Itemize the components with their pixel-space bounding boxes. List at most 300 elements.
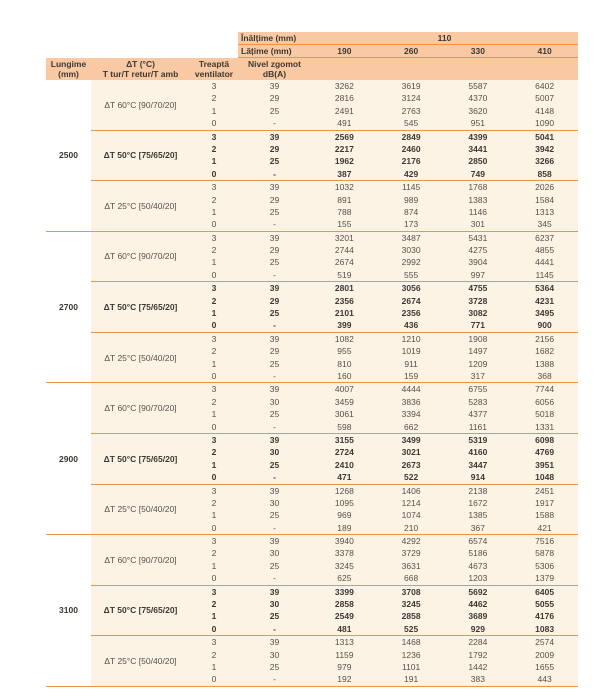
table-row [190,649,578,661]
output-value: 3155 [334,434,354,445]
fan-step-value: 1 [211,560,217,571]
output-value: 1032 [334,182,354,193]
table-row [190,434,578,446]
table-body [46,80,578,687]
output-value: 1082 [334,333,354,344]
output-value: 3378 [334,548,354,559]
output-value: 491 [337,118,352,129]
output-value: 367 [470,522,485,533]
output-value: 2410 [334,459,354,470]
output-value: 5041 [535,131,555,142]
col-header-delta-t: ΔT (°C) T tur/T retur/T amb [102,58,179,79]
noise-level-value: 25 [269,661,280,672]
output-value: 3499 [401,434,421,445]
noise-level-value: 39 [269,232,280,243]
output-value: 3124 [401,93,421,104]
noise-level-value: - [273,269,276,280]
delta-t-section [91,535,578,585]
output-value: 5431 [468,232,488,243]
output-value: 481 [337,623,352,634]
output-value: 519 [337,269,352,280]
output-value: 1385 [468,510,488,521]
fan-step-value: 3 [211,536,217,547]
fan-step-value: 2 [211,447,217,458]
lungime-value: 3100 [46,535,91,686]
output-value: 5007 [535,93,555,104]
output-value: 5186 [468,548,488,559]
output-value: 1584 [535,194,555,205]
fan-step-value: 0 [211,118,217,129]
delta-t-label: ΔT 60°C [90/70/20] [104,251,177,262]
width-column-value: 260 [404,46,419,56]
table-row [190,610,578,622]
noise-level-value: 39 [269,81,280,91]
noise-level-value: 39 [269,384,280,395]
output-value: 4370 [468,93,488,104]
output-value: 3459 [334,396,354,407]
output-value: 4007 [334,384,354,395]
output-value: 1095 [334,497,354,508]
output-value: 662 [404,421,419,432]
output-value: 5587 [468,81,488,91]
noise-level-value: 30 [269,649,280,660]
noise-level-value: 29 [269,346,280,357]
length-group [46,382,578,534]
radiator-spec-table [46,32,578,687]
noise-level-value: 30 [269,447,280,458]
output-value: 2744 [334,245,354,256]
noise-level-value: 29 [269,143,280,154]
output-value: 1442 [468,661,488,672]
delta-t-label: ΔT 50°C [75/65/20] [103,302,178,313]
delta-t-label: ΔT 25°C [50/40/20] [104,655,177,666]
section-rows [190,282,578,332]
noise-level-value: 25 [269,156,280,167]
output-value: 317 [470,370,485,381]
output-value: 1331 [535,421,555,432]
fan-step-value: 3 [211,333,217,344]
lungime-value: 2700 [46,232,91,383]
section-rows [190,434,578,484]
height-value: 110 [437,33,452,43]
noise-level-value: - [273,573,276,584]
width-values [311,46,578,56]
output-value: 3942 [535,143,555,154]
output-value: 858 [537,168,552,179]
fan-step-value: 2 [211,599,217,610]
output-value: 2673 [401,459,421,470]
delta-t-section [91,484,578,535]
delta-t-label: ΔT 25°C [50/40/20] [104,504,177,515]
table-row [190,319,578,331]
output-value: 1497 [468,346,488,357]
output-value: 2356 [401,308,421,319]
length-group [46,231,578,383]
noise-level-value: 39 [269,586,280,597]
noise-level-value: 30 [269,497,280,508]
output-value: 4755 [468,283,488,294]
output-value: 3487 [401,232,421,243]
output-value: 929 [470,623,485,634]
output-value: 6056 [535,396,555,407]
fan-step-value: 3 [211,485,217,496]
noise-level-value: 25 [269,257,280,268]
output-value: 383 [470,674,485,685]
table-row [190,168,578,180]
output-value: 900 [537,320,552,331]
noise-level-value: 25 [269,105,280,116]
output-value: 1101 [401,661,421,672]
lungime-value: 2900 [46,383,91,534]
output-value: 173 [404,219,419,230]
table-row [190,333,578,345]
table-row [190,155,578,167]
output-value: 1468 [401,637,421,648]
output-value: 3061 [334,409,354,420]
fan-step-value: 3 [211,182,217,193]
output-value: 2850 [468,156,488,167]
output-value: 1917 [535,497,555,508]
noise-level-value: 25 [269,308,280,319]
output-value: 2992 [401,257,421,268]
output-value: 5692 [468,586,488,597]
output-value: 2724 [334,447,354,458]
noise-level-value: 39 [269,485,280,496]
output-value: 155 [337,219,352,230]
length-group [46,80,578,231]
output-value: 1962 [334,156,354,167]
output-value: 1159 [335,649,354,660]
noise-level-value: 30 [269,396,280,407]
table-row [190,522,578,534]
table-row [190,560,578,572]
output-value: 1145 [401,182,421,193]
output-value: 6405 [535,586,555,597]
output-value: 771 [470,320,485,331]
table-row [190,535,578,547]
table-row [190,244,578,256]
table-row [190,117,578,129]
width-header-row [238,45,578,58]
noise-level-value: 25 [269,510,280,521]
length-group [46,534,578,686]
output-value: 1214 [401,497,421,508]
noise-level-value: - [273,219,276,230]
output-value: 1268 [334,485,354,496]
noise-level-value: 25 [269,409,280,420]
output-value: 969 [337,510,352,521]
fan-step-value: 1 [211,105,217,116]
output-value: 1768 [468,182,488,193]
output-value: 3441 [468,143,488,154]
height-header-row [238,32,578,45]
section-rows [190,636,578,686]
output-value: 3940 [334,536,354,547]
output-value: 525 [404,623,419,634]
fan-step-value: 1 [211,661,217,672]
delta-t-section [91,232,578,282]
output-value: 159 [404,370,419,381]
fan-step-value: 3 [211,232,217,243]
fan-step-value: 2 [211,245,217,256]
output-value: 5364 [535,283,555,294]
output-value: 1210 [401,333,421,344]
delta-t-section [91,635,578,686]
fan-step-value: 0 [211,573,217,584]
noise-level-value: 25 [269,206,280,217]
output-value: 3495 [535,308,555,319]
output-value: 3262 [334,81,354,91]
output-value: 471 [337,472,352,483]
noise-level-value: 39 [269,131,280,142]
section-rows [190,131,578,181]
output-value: 3631 [401,560,421,571]
output-value: 2849 [401,131,421,142]
noise-level-value: 25 [269,560,280,571]
output-value: 3708 [401,586,421,597]
output-value: 3836 [401,396,421,407]
output-value: 5319 [468,434,488,445]
fan-step-value: 3 [211,283,217,294]
output-value: 1236 [401,649,421,660]
delta-t-label: ΔT 25°C [50/40/20] [104,200,177,211]
output-value: 210 [404,522,419,533]
table-row [190,131,578,143]
noise-level-value: 25 [269,611,280,622]
output-value: 3030 [401,245,421,256]
output-value: 6237 [535,232,555,243]
table-row [190,636,578,648]
output-value: 4292 [401,536,421,547]
output-value: 951 [470,118,485,129]
output-value: 2009 [535,649,555,660]
noise-level-value: 29 [269,194,280,205]
output-value: 4399 [468,131,488,142]
fan-step-value: 1 [211,156,217,167]
delta-t-label: ΔT 25°C [50/40/20] [104,352,177,363]
table-row [190,586,578,598]
output-value: 788 [337,206,352,217]
output-value: 345 [537,219,552,230]
output-value: 979 [337,661,352,672]
fan-step-value: 1 [211,257,217,268]
output-value: 2491 [334,105,354,116]
fan-step-value: 3 [211,81,217,91]
output-value: 4462 [468,599,488,610]
noise-level-value: 30 [269,599,280,610]
output-value: 436 [404,320,419,331]
table-row [190,459,578,471]
fan-step-value: 1 [211,358,217,369]
delta-t-section [91,180,578,231]
output-value: 2138 [468,485,488,496]
table-row [190,206,578,218]
fan-step-value: 1 [211,206,217,217]
output-value: 6755 [468,384,488,395]
output-value: 1908 [468,333,488,344]
output-value: 1388 [535,358,555,369]
section-rows [190,383,578,433]
delta-t-label: ΔT 50°C [75/65/20] [103,150,178,161]
output-value: 160 [337,370,352,381]
col-header-treapta: Treaptă ventilator [194,58,234,79]
output-value: 1379 [535,573,555,584]
fan-step-value: 2 [211,396,217,407]
output-value: 3399 [334,586,354,597]
output-value: 749 [470,168,485,179]
fan-step-value: 1 [211,510,217,521]
table-row [190,295,578,307]
delta-t-label: ΔT 50°C [75/65/20] [103,605,178,616]
output-value: 6574 [468,536,488,547]
delta-t-label: ΔT 50°C [75/65/20] [103,453,178,464]
table-row [190,370,578,382]
group-sections [91,80,578,231]
fan-step-value: 2 [211,346,217,357]
output-value: 2763 [401,105,421,116]
fan-step-value: 3 [211,586,217,597]
output-value: 3245 [401,599,421,610]
delta-t-section [91,585,578,636]
fan-step-value: 0 [211,522,217,533]
output-value: 911 [404,358,418,369]
table-row [190,143,578,155]
output-value: 368 [537,370,552,381]
output-value: 1203 [468,573,488,584]
table-row [190,661,578,673]
width-column-value: 190 [337,46,352,56]
output-value: 955 [337,346,352,357]
fan-step-value: 0 [211,472,217,483]
output-value: 989 [404,194,419,205]
noise-level-value: 39 [269,333,280,344]
output-value: 5283 [468,396,488,407]
width-column-value: 410 [537,46,552,56]
section-rows [190,232,578,282]
fan-step-value: 2 [211,497,217,508]
table-row [190,194,578,206]
noise-level-value: - [273,674,276,685]
delta-t-section [91,80,578,130]
table-row [190,256,578,268]
output-value: 192 [337,674,352,685]
table-row [190,471,578,483]
output-value: 3201 [334,232,354,243]
table-row [190,232,578,244]
fan-step-value: 0 [211,674,217,685]
output-value: 1406 [401,485,421,496]
fan-step-value: 3 [211,384,217,395]
output-value: 3619 [401,81,421,91]
table-row [190,598,578,610]
noise-level-value: - [273,168,276,179]
output-value: 7744 [535,384,555,395]
fan-step-value: 2 [211,548,217,559]
fan-step-value: 1 [211,409,217,420]
table-row [190,105,578,117]
table-row [190,345,578,357]
output-value: 1209 [468,358,488,369]
table-row [190,623,578,635]
output-value: 4769 [535,447,555,458]
output-value: 2156 [535,333,555,344]
output-value: 2284 [468,637,488,648]
column-header-row [46,58,578,80]
output-value: 1161 [468,421,488,432]
output-value: 1655 [535,661,555,672]
output-value: 1682 [535,346,555,357]
fan-step-value: 3 [211,131,217,142]
delta-t-section [91,383,578,433]
output-value: 4275 [468,245,488,256]
output-value: 914 [470,472,485,483]
output-value: 3689 [468,611,488,622]
output-value: 421 [537,522,552,533]
output-value: 3620 [468,105,488,116]
noise-level-value: 39 [269,182,280,193]
output-value: 2858 [401,611,421,622]
output-value: 7516 [535,536,555,547]
table-row [190,485,578,497]
output-value: 4673 [468,560,488,571]
output-value: 2101 [334,308,354,319]
fan-step-value: 2 [211,194,217,205]
fan-step-value: 0 [211,623,217,634]
noise-level-value: - [273,118,276,129]
output-value: 387 [337,168,352,179]
output-value: 2356 [334,295,354,306]
noise-level-value: - [273,370,276,381]
table-row [190,547,578,559]
output-value: 1146 [468,206,488,217]
table-row [190,218,578,230]
output-value: 3904 [468,257,488,268]
output-value: 598 [337,421,352,432]
fan-step-value: 1 [211,459,217,470]
output-value: 191 [404,674,419,685]
section-rows [190,535,578,585]
output-value: 997 [470,269,485,280]
group-sections [91,383,578,534]
output-value: 3394 [401,409,421,420]
noise-level-value: - [273,522,276,533]
output-value: 4441 [535,257,555,268]
width-label: Lățime (mm) [241,46,292,56]
noise-level-value: 25 [269,459,280,470]
output-value: 625 [337,573,352,584]
noise-level-value: 29 [269,245,280,256]
output-value: 189 [337,522,352,533]
output-value: 2451 [535,485,555,496]
table-row [190,673,578,685]
delta-t-section [91,332,578,383]
table-row [190,92,578,104]
delta-t-label: ΔT 60°C [90/70/20] [104,99,177,110]
table-row [190,421,578,433]
col-header-spacer [311,58,578,80]
delta-t-section [91,130,578,181]
col-header-zgomot: Nivel zgomot dB(A) [248,58,301,79]
output-value: 1588 [535,510,555,521]
output-value: 443 [537,674,552,685]
table-row [190,446,578,458]
group-sections [91,232,578,383]
output-value: 3729 [401,548,421,559]
output-value: 5055 [535,599,555,610]
table-row [190,408,578,420]
section-rows [190,181,578,231]
output-value: 3728 [468,295,488,306]
